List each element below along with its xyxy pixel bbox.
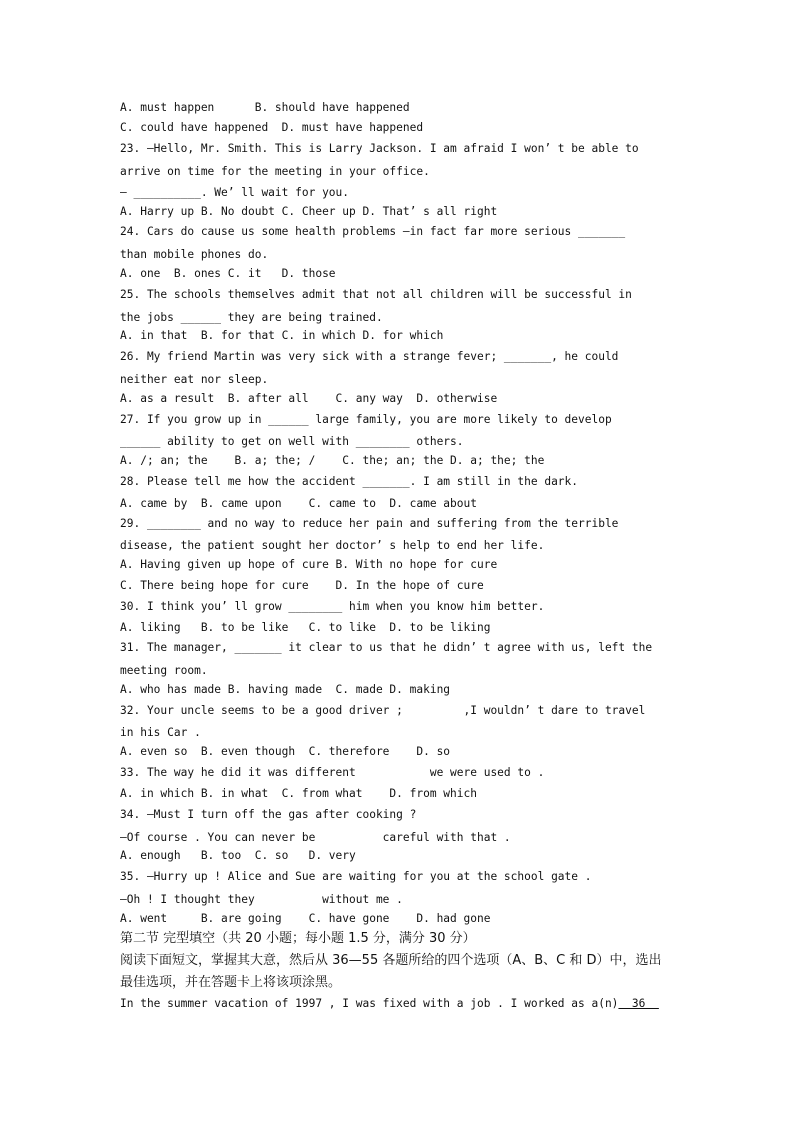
q22-options-line1: A. must happen B. should have happened (120, 101, 410, 114)
q24-stem-line2: than mobile phones do. (120, 248, 269, 261)
section-heading: 第二节 完型填空（共 20 小题；每小题 1.5 分，满分 30 分） (120, 931, 476, 946)
q35-response: —Oh ! I thought they without me . (120, 893, 403, 906)
q29-options-line1: A. Having given up hope of cure B. With no hope for cure (120, 558, 498, 571)
q29-options-line2: C. There being hope for cure D. In the hope of cure (120, 579, 484, 592)
q29-stem-line2: disease, the patient sought her doctor’ s help to end her life. (120, 539, 545, 552)
q34-response: —Of course . You can never be careful with that . (120, 831, 511, 844)
q25-stem-line1: 25. The schools themselves admit that not all children will be successful in (120, 288, 632, 301)
q23-options: A. Harry up B. No doubt C. Cheer up D. That’ s all right (120, 205, 498, 218)
q25-stem-line2: the jobs ______ they are being trained. (120, 311, 383, 324)
q33-options: A. in which B. in what C. from what D. from which (120, 787, 477, 800)
passage-text: In the summer vacation of 1997 , I was fixed with a job . I worked as a(n) (120, 997, 619, 1010)
q35-stem: 35. —Hurry up ! Alice and Sue are waiting for you at the school gate . (120, 870, 592, 883)
q31-stem-line2: meeting room. (120, 664, 208, 677)
q34-stem: 34. —Must I turn off the gas after cooking ? (120, 808, 417, 821)
q27-stem-line1: 27. If you grow up in ______ large family, you are more likely to develop (120, 413, 612, 426)
section-instructions-line2: 最佳选项，并在答题卡上将该项涂黑。 (120, 975, 342, 990)
q23-stem-line2: arrive on time for the meeting in your office. (120, 165, 430, 178)
q27-stem-line2: ______ ability to get on well with ________ others. (120, 435, 464, 448)
q32-stem-line1: 32. Your uncle seems to be a good driver ; ,I wouldn’ t dare to travel (120, 704, 646, 717)
q35-options: A. went B. are going C. have gone D. had gone (120, 912, 491, 925)
q24-options: A. one B. ones C. it D. those (120, 267, 336, 280)
q25-options: A. in that B. for that C. in which D. for which (120, 329, 444, 342)
q28-stem: 28. Please tell me how the accident _______. I am still in the dark. (120, 475, 579, 488)
q24-stem-line1: 24. Cars do cause us some health problems —in fact far more serious _______ (120, 225, 626, 238)
q26-stem-line1: 26. My friend Martin was very sick with a strange fever; _______, he could (120, 350, 619, 363)
q26-options: A. as a result B. after all C. any way D. otherwise (120, 392, 498, 405)
q32-options: A. even so B. even though C. therefore D. so (120, 745, 451, 758)
q33-stem: 33. The way he did it was different we were used to . (120, 766, 545, 779)
q30-stem: 30. I think you’ ll grow ________ him when you know him better. (120, 600, 545, 613)
q34-options: A. enough B. too C. so D. very (120, 849, 356, 862)
q23-stem-line1: 23. —Hello, Mr. Smith. This is Larry Jackson. I am afraid I won’ t be able to (120, 142, 639, 155)
q29-stem-line1: 29. ________ and no way to reduce her pain and suffering from the terrible (120, 517, 619, 530)
q27-options: A. /; an; the B. a; the; / C. the; an; the D. a; the; the (120, 454, 545, 467)
q28-options: A. came by B. came upon C. came to D. came about (120, 497, 477, 510)
blank-36: 36 (618, 997, 659, 1010)
q23-response: — __________. We’ ll wait for you. (120, 186, 350, 199)
section-instructions-line1: 阅读下面短文，掌握其大意，然后从 36—55 各题所给的四个选项（A、B、C 和 D）中，选出 (120, 953, 662, 968)
passage-line1 (120, 997, 659, 1011)
q30-options: A. liking B. to be like C. to like D. to be liking (120, 621, 491, 634)
q32-stem-line2: in his Car . (120, 726, 201, 739)
q26-stem-line2: neither eat nor sleep. (120, 373, 269, 386)
q22-options-line2: C. could have happened D. must have happened (120, 121, 424, 134)
q31-options: A. who has made B. having made C. made D. making (120, 683, 451, 696)
q31-stem-line1: 31. The manager, _______ it clear to us that he didn’ t agree with us, left the (120, 641, 653, 654)
